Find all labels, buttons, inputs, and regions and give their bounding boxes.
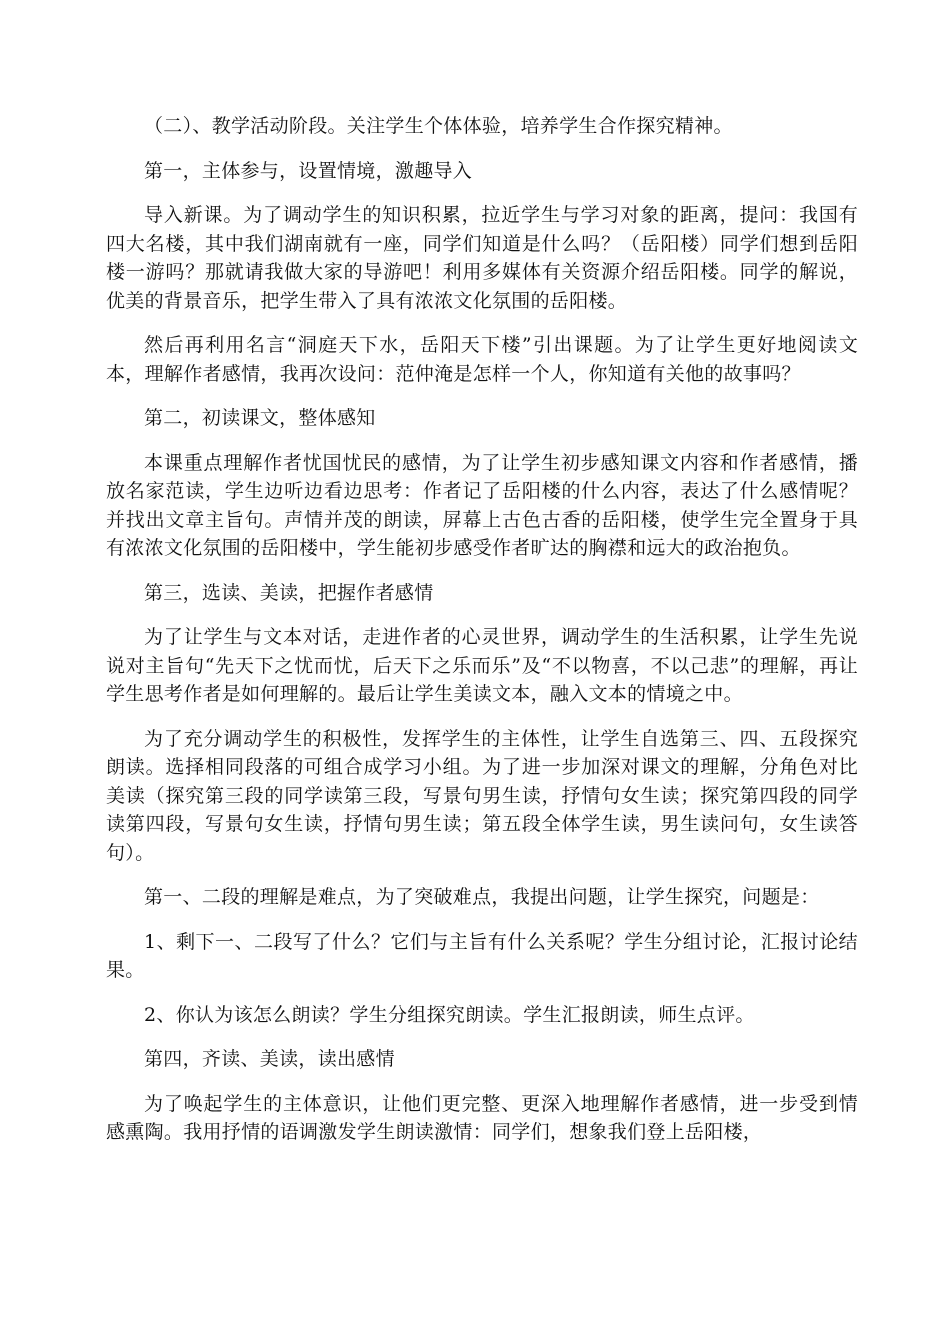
question-1: 1、剩下一、二段写了什么？它们与主旨有什么关系呢？学生分组讨论，汇报讨论结果。 — [106, 930, 858, 981]
step-4-heading: 第四，齐读、美读，读出感情 — [144, 1048, 395, 1070]
question-2: 2、你认为该怎么朗读？学生分组探究朗读。学生汇报朗读，师生点评。 — [144, 1003, 755, 1026]
step-1-heading: 第一，主体参与，设置情境，激趣导入 — [144, 159, 473, 182]
paragraph-first-reading: 本课重点理解作者忧国忧民的感情，为了让学生初步感知课文内容和作者感情，播放名家范读，学生边听边看边思考：作者记了岳阳楼的什么内容，表达了什么感情呢？并找出文章主旨句。声情并茂的朗读，屏幕上古色古香的岳阳楼，使学生完全置身于具有浓浓文化氛围的岳阳楼中，学生能初步感受作者旷达的胸襟和远大的政治抱负。 — [106, 451, 858, 559]
paragraph-difficulty: 第一、二段的理解是难点，为了突破难点，我提出问题，让学生探究，问题是： — [144, 886, 820, 908]
step-3-heading: 第三，选读、美读，把握作者感情 — [144, 581, 434, 604]
paragraph-topic: 然后再利用名言“洞庭天下水，岳阳天下楼”引出课题。为了让学生更好地阅读文本，理解作者感情，我再次设问：范仲淹是怎样一个人，你知道有关他的故事吗？ — [106, 334, 858, 385]
paragraph-group-reading: 为了充分调动学生的积极性，发挥学生的主体性，让学生自选第三、四、五段探究朗读。选择相同段落的可组合成学习小组。为了进一步加深对课文的理解，分角色对比美读（探究第三段的同学读第三段，写景句男生读，抒情句女生读；探究第四段的同学读第四段，写景句女生读，抒情句男生读；第五段全体学生读，男生读问句，女生读答句）。 — [106, 727, 858, 864]
paragraph-introduction: 导入新课。为了调动学生的知识积累，拉近学生与学习对象的距离，提问：我国有四大名楼，其中我们湖南就有一座，同学们知道是什么吗？（岳阳楼）同学们想到岳阳楼一游吗？那就请我做大家的导游吧！利用多媒体有关资源介绍岳阳楼。同学的解说，优美的背景音乐，把学生带入了具有浓浓文化氛围的岳阳楼。 — [106, 204, 858, 312]
section-heading-teaching-activities: （二）、教学活动阶段。关注学生个体体验，培养学生合作探究精神。 — [144, 115, 733, 137]
step-2-heading: 第二，初读课文，整体感知 — [144, 407, 376, 429]
paragraph-dialogue-with-text: 为了让学生与文本对话，走进作者的心灵世界，调动学生的生活积累，让学生先说说对主旨句“先天下之忧而忧，后天下之乐而乐”及“不以物喜，不以己悲”的理解，再让学生思考作者是如何理解的。最后让学生美读文本，融入文本的情境之中。 — [106, 626, 858, 705]
document-page — [106, 112, 858, 1163]
paragraph-emotional-reading: 为了唤起学生的主体意识，让他们更完整、更深入地理解作者感情，进一步受到情感熏陶。我用抒情的语调激发学生朗读激情：同学们，想象我们登上岳阳楼， — [106, 1092, 858, 1143]
